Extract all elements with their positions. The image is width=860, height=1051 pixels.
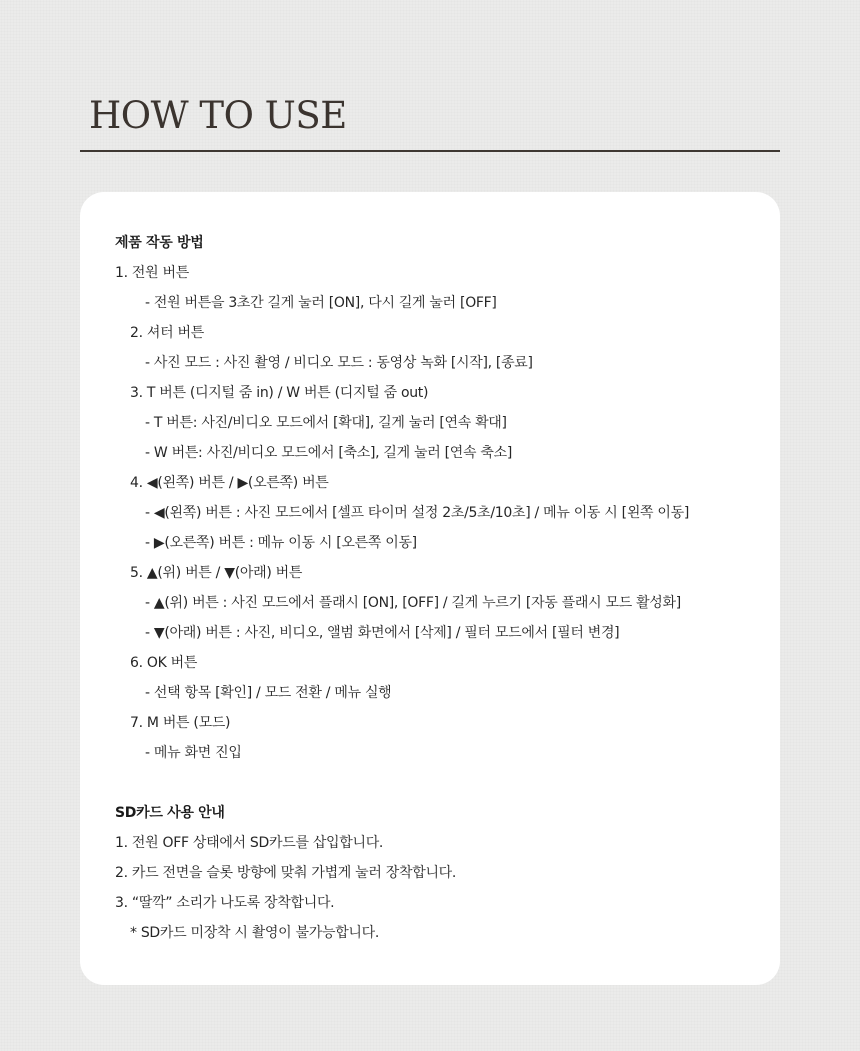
sd-line: 1. 전원 OFF 상태에서 SD카드를 삽입합니다. [115, 835, 384, 851]
usage-line: 5. ▲(위) 버튼 / ▼(아래) 버튼 [130, 565, 303, 581]
sd-line: 2. 카드 전면을 슬롯 방향에 맞춰 가볍게 눌러 장착합니다. [115, 865, 457, 881]
usage-line: - ◀(왼쪽) 버튼 : 사진 모드에서 [셀프 타이머 설정 2초/5초/10초] / 메뉴 이동 시 [왼쪽 이동] [145, 505, 690, 521]
instructions-text [115, 228, 760, 948]
usage-line: - W 버튼: 사진/비디오 모드에서 [축소], 길게 눌러 [연속 축소] [145, 445, 512, 461]
sd-line: 3. “딸깍” 소리가 나도록 장착합니다. [115, 895, 335, 911]
usage-line: - ▲(위) 버튼 : 사진 모드에서 플래시 [ON], [OFF] / 길게 누르기 [자동 플래시 모드 활성화] [145, 595, 681, 611]
usage-line: 1. 전원 버튼 [115, 265, 189, 281]
usage-line: 7. M 버튼 (모드) [130, 715, 231, 731]
usage-line: - 전원 버튼을 3초간 길게 눌러 [ON], 다시 길게 눌러 [OFF] [145, 295, 497, 311]
section-spacer [115, 768, 760, 798]
usage-line: - ▶(오른쪽) 버튼 : 메뉴 이동 시 [오른쪽 이동] [145, 535, 417, 551]
sd-note: * SD카드 미장착 시 촬영이 불가능합니다. [130, 925, 380, 941]
usage-line: 4. ◀(왼쪽) 버튼 / ▶(오른쪽) 버튼 [130, 475, 329, 491]
instructions-card [80, 192, 780, 985]
usage-line: 3. T 버튼 (디지털 줌 in) / W 버튼 (디지털 줌 out) [130, 385, 429, 401]
usage-line: - 사진 모드 : 사진 촬영 / 비디오 모드 : 동영상 녹화 [시작], [종료] [145, 355, 533, 371]
sd-heading: SD카드 사용 안내 [115, 805, 225, 821]
usage-heading: 제품 작동 방법 [115, 235, 204, 251]
usage-line: - 메뉴 화면 진입 [145, 745, 242, 761]
usage-line: - 선택 항목 [확인] / 모드 전환 / 메뉴 실행 [145, 685, 392, 701]
usage-line: - ▼(아래) 버튼 : 사진, 비디오, 앨범 화면에서 [삭제] / 필터 모드에서 [필터 변경] [145, 625, 620, 641]
usage-line: 2. 셔터 버튼 [130, 325, 204, 341]
title-divider [80, 150, 780, 152]
usage-line: - T 버튼: 사진/비디오 모드에서 [확대], 길게 눌러 [연속 확대] [145, 415, 507, 431]
usage-line: 6. OK 버튼 [130, 655, 198, 671]
page-title: HOW TO USE [89, 94, 347, 137]
